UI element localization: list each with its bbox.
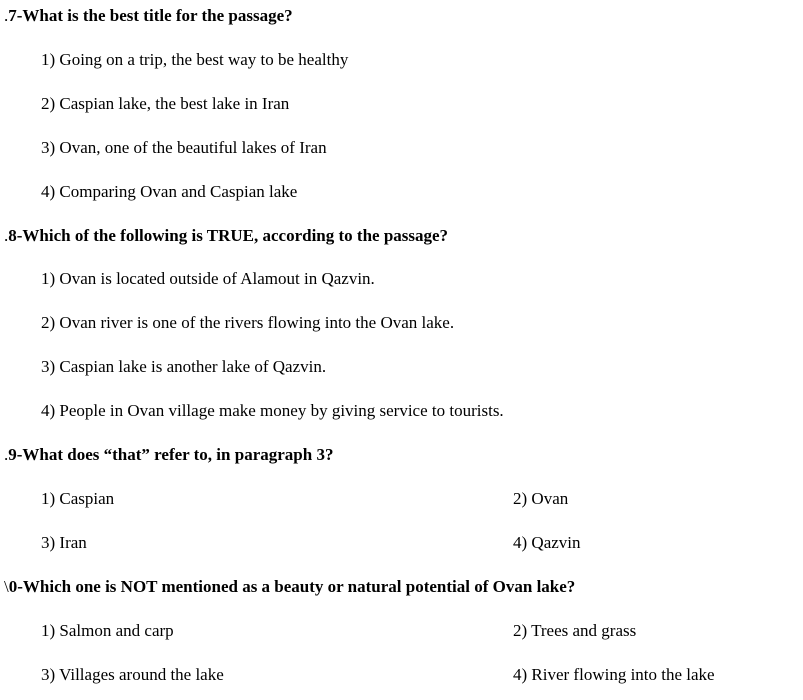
option-3: 3) Caspian lake is another lake of Qazvin. (41, 357, 327, 376)
option-3: 3) Ovan, one of the beautiful lakes of Iran (41, 138, 327, 157)
option-2: 2) Caspian lake, the best lake in Iran (41, 94, 290, 113)
question-stem (4, 226, 448, 246)
question-stem (4, 577, 575, 597)
question-number-prefix: . (4, 226, 9, 245)
option-1: 1) Salmon and carp (41, 621, 174, 640)
option-1: 1) Caspian (41, 489, 115, 508)
option-4: 4) People in Ovan village make money by giving service to tourists. (41, 401, 504, 420)
question-number-prefix: \ (4, 577, 9, 596)
option-2: 2) Trees and grass (513, 621, 637, 640)
question-number-prefix: . (4, 6, 9, 25)
question-text: 8-Which of the following is TRUE, according to the passage? (8, 226, 449, 245)
question-text: 0-Which one is NOT mentioned as a beauty or natural potential of Ovan lake? (8, 577, 576, 596)
question-stem (4, 6, 293, 26)
option-3: 3) Iran (41, 533, 87, 552)
question-number-prefix: . (4, 445, 9, 464)
option-4: 4) Qazvin (513, 533, 581, 552)
option-4: 4) River flowing into the lake (513, 665, 715, 684)
option-2: 2) Ovan (513, 489, 569, 508)
question-text: 9-What does “that” refer to, in paragraph 3? (8, 445, 334, 464)
option-1: 1) Ovan is located outside of Alamout in Qazvin. (41, 269, 375, 288)
option-1: 1) Going on a trip, the best way to be healthy (41, 50, 349, 69)
question-stem (4, 445, 333, 465)
option-2: 2) Ovan river is one of the rivers flowing into the Ovan lake. (41, 313, 455, 332)
option-4: 4) Comparing Ovan and Caspian lake (41, 182, 298, 201)
question-text: 7-What is the best title for the passage? (8, 6, 293, 25)
option-3: 3) Villages around the lake (41, 665, 224, 684)
